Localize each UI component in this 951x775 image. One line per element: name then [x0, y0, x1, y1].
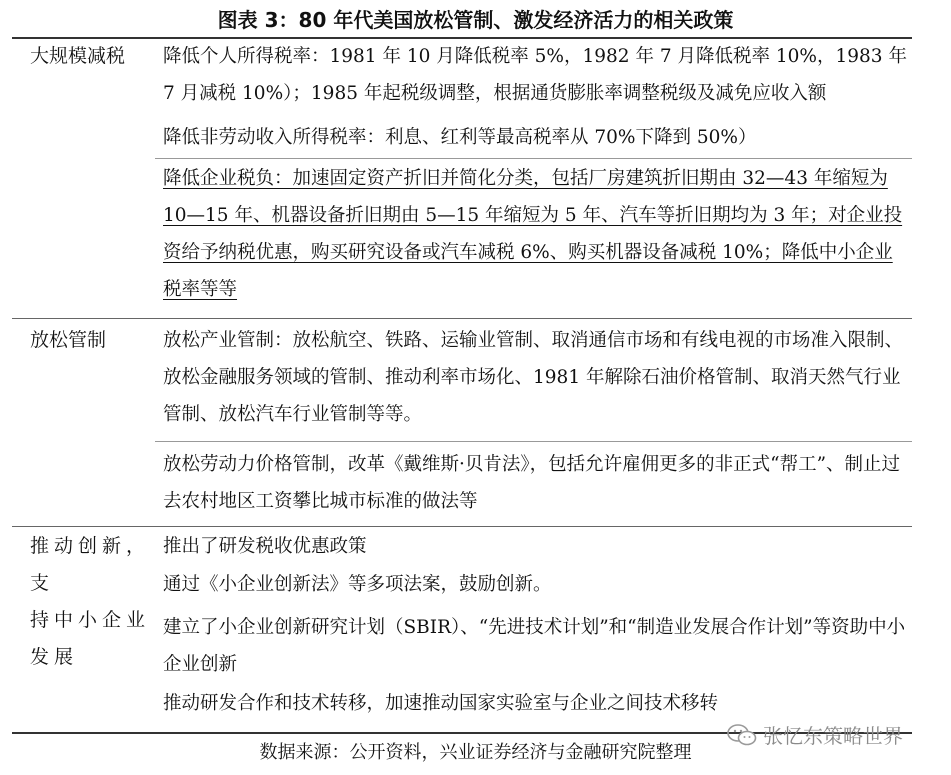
para-tech-transfer: 推动研发合作和技术转移，加速推动国家实验室与企业之间技术移转	[163, 693, 719, 714]
para-corporate-tax: 降低企业税负：加速固定资产折旧并简化分类，包括厂房建筑折旧期由 32—43 年缩短为 10—15 年、机器设备折旧期由 5—15 年缩短为 5 年、汽车等折旧期均为 3 年；对企业投资给予纳税优惠，购买研究设备或汽车减税 6%、购买机器设备减税 10%；降低中小企业税率等等	[163, 168, 903, 300]
para-sbia: 通过《小企业创新法》等多项法案，鼓励创新。	[163, 574, 552, 595]
watermark-text: 张忆东策略世界	[763, 724, 903, 748]
source-note: 数据来源：公开资料，兴业证券经济与金融研究院整理	[259, 742, 692, 763]
category-line: 推动创新，支	[30, 535, 151, 594]
category-deregulation: 放松管制	[30, 329, 107, 351]
category-line: 持中小企业	[30, 609, 151, 631]
para-sbir: 建立了小企业创新研究计划（SBIR）、“先进技术计划”和“制造业发展合作计划”等资助中小企业创新	[163, 617, 906, 675]
section-divider	[12, 526, 912, 527]
para-labor-price: 放松劳动力价格管制，改革《戴维斯·贝肯法》，包括允许雇佣更多的非正式“帮工”、制止过去农村地区工资攀比城市标准的做法等	[163, 454, 901, 512]
category-line: 发展	[30, 646, 79, 668]
watermark	[727, 720, 903, 749]
para-non-labor-tax: 降低非劳动收入所得税率：利息、红利等最高税率从 70%下降到 50%）	[163, 127, 757, 148]
section-divider	[12, 318, 912, 319]
para-personal-tax: 降低个人所得税率：1981 年 10 月降低税率 5%，1982 年 7 月降低税率 10%，1983 年 7 月减税 10%）；1985 年起税级调整，根据通货膨胀率调整税级及减免应收入额	[163, 46, 907, 104]
category-tax-cut: 大规模减税	[30, 45, 126, 67]
figure-title: 图表 3：80 年代美国放松管制、激发经济活力的相关政策	[217, 8, 734, 32]
para-industry-deregulation: 放松产业管制：放松航空、铁路、运输业管制、取消通信市场和有线电视的市场准入限制、放松金融服务领域的管制、推动利率市场化、1981 年解除石油价格管制、取消天然气行业管制、放松汽车行业管制等等。	[163, 330, 904, 425]
para-rd-tax: 推出了研发税收优惠政策	[163, 536, 367, 557]
category-innovation	[30, 528, 150, 676]
row-divider	[155, 441, 912, 442]
row-divider	[155, 158, 912, 159]
wechat-icon	[727, 724, 757, 746]
